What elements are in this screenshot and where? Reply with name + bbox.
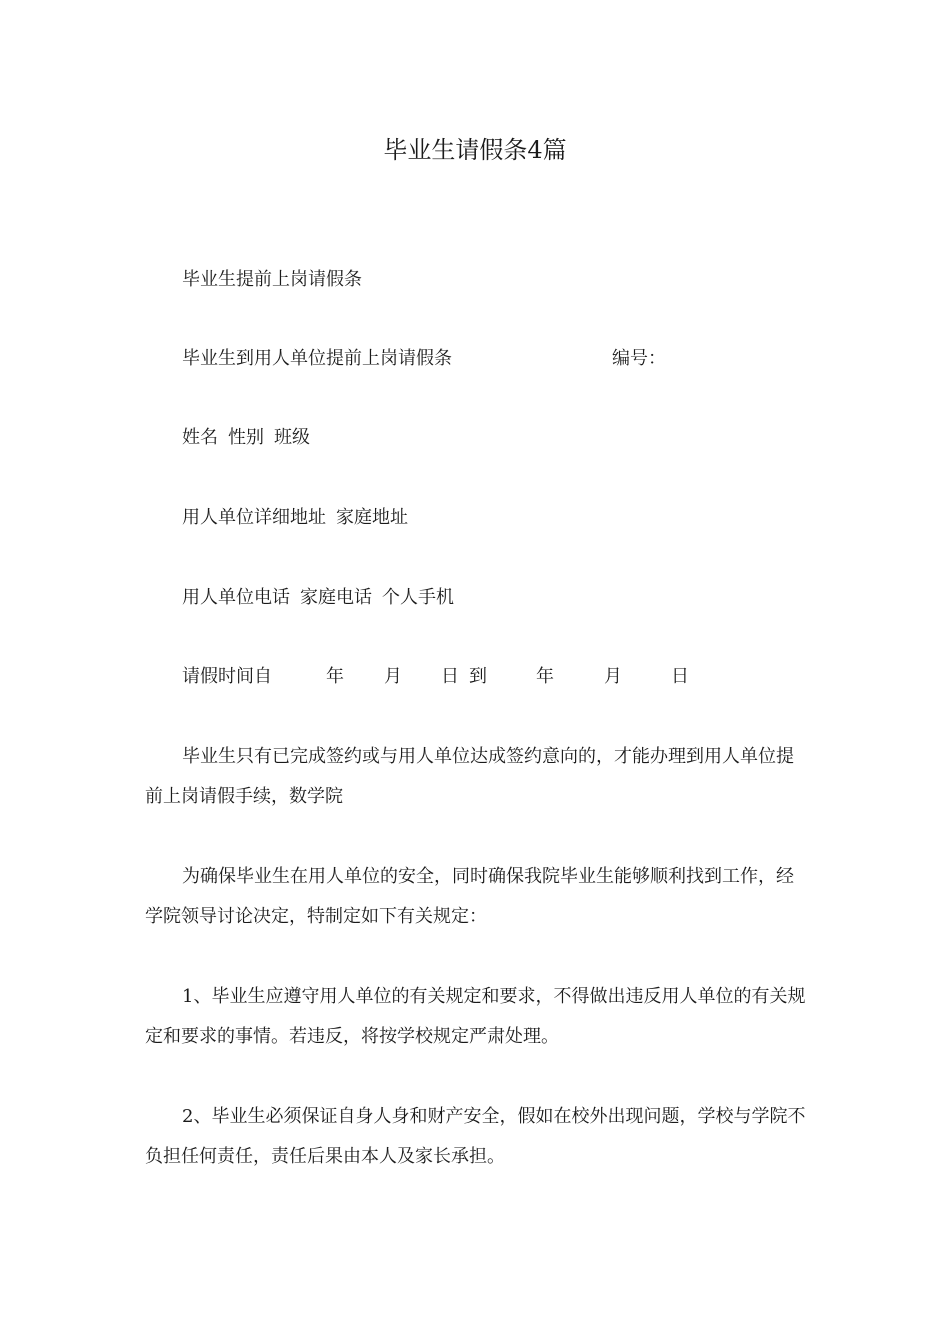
leave-date-day-to: 日 [671,666,689,687]
fields-row-phones [182,586,454,610]
leave-date-year-to: 年 [536,666,554,687]
field-gender-label: 性别 [228,427,264,448]
paragraph-eligibility: 毕业生只有已完成签约或与用人单位达成签约意向的，才能办理到用人单位提前上岗请假手续，数学院 [145,746,794,807]
serial-number-label: 编号： [612,348,666,369]
paragraph-purpose: 为确保毕业生在用人单位的安全，同时确保我院毕业生能够顺利找到工作，经学院领导讨论决定，特制定如下有关规定： [145,866,794,927]
leave-date-day-from: 日 [441,666,459,687]
leave-date-year-from: 年 [326,666,344,687]
leave-date-month-from: 月 [384,666,402,687]
section-heading: 毕业生提前上岗请假条 [182,269,362,290]
field-name-label: 姓名 [182,427,218,448]
leave-date-month-to: 月 [604,666,622,687]
field-employer-phone-label: 用人单位电话 [182,587,290,608]
leave-date-to: 到 [469,666,487,687]
field-mobile-label: 个人手机 [382,587,454,608]
field-home-phone-label: 家庭电话 [300,587,372,608]
fields-row-name-gender-class [182,426,310,450]
field-employer-address-label: 用人单位详细地址 [182,507,326,528]
field-home-address-label: 家庭地址 [336,507,408,528]
field-class-label: 班级 [274,427,310,448]
fields-row-addresses [182,506,408,530]
leave-date-row [182,665,742,689]
document-title: 毕业生请假条4篇 [383,136,567,164]
paragraph-rule-1: 1、毕业生应遵守用人单位的有关规定和要求，不得做出违反用人单位的有关规定和要求的事情。若违反，将按学校规定严肃处理。 [145,986,806,1047]
form-title: 毕业生到用人单位提前上岗请假条 [182,348,452,369]
leave-date-prefix: 请假时间自 [182,666,272,687]
paragraph-rule-2: 2、毕业生必须保证自身人身和财产安全，假如在校外出现问题，学校与学院不负担任何责任，责任后果由本人及家长承担。 [145,1106,806,1167]
